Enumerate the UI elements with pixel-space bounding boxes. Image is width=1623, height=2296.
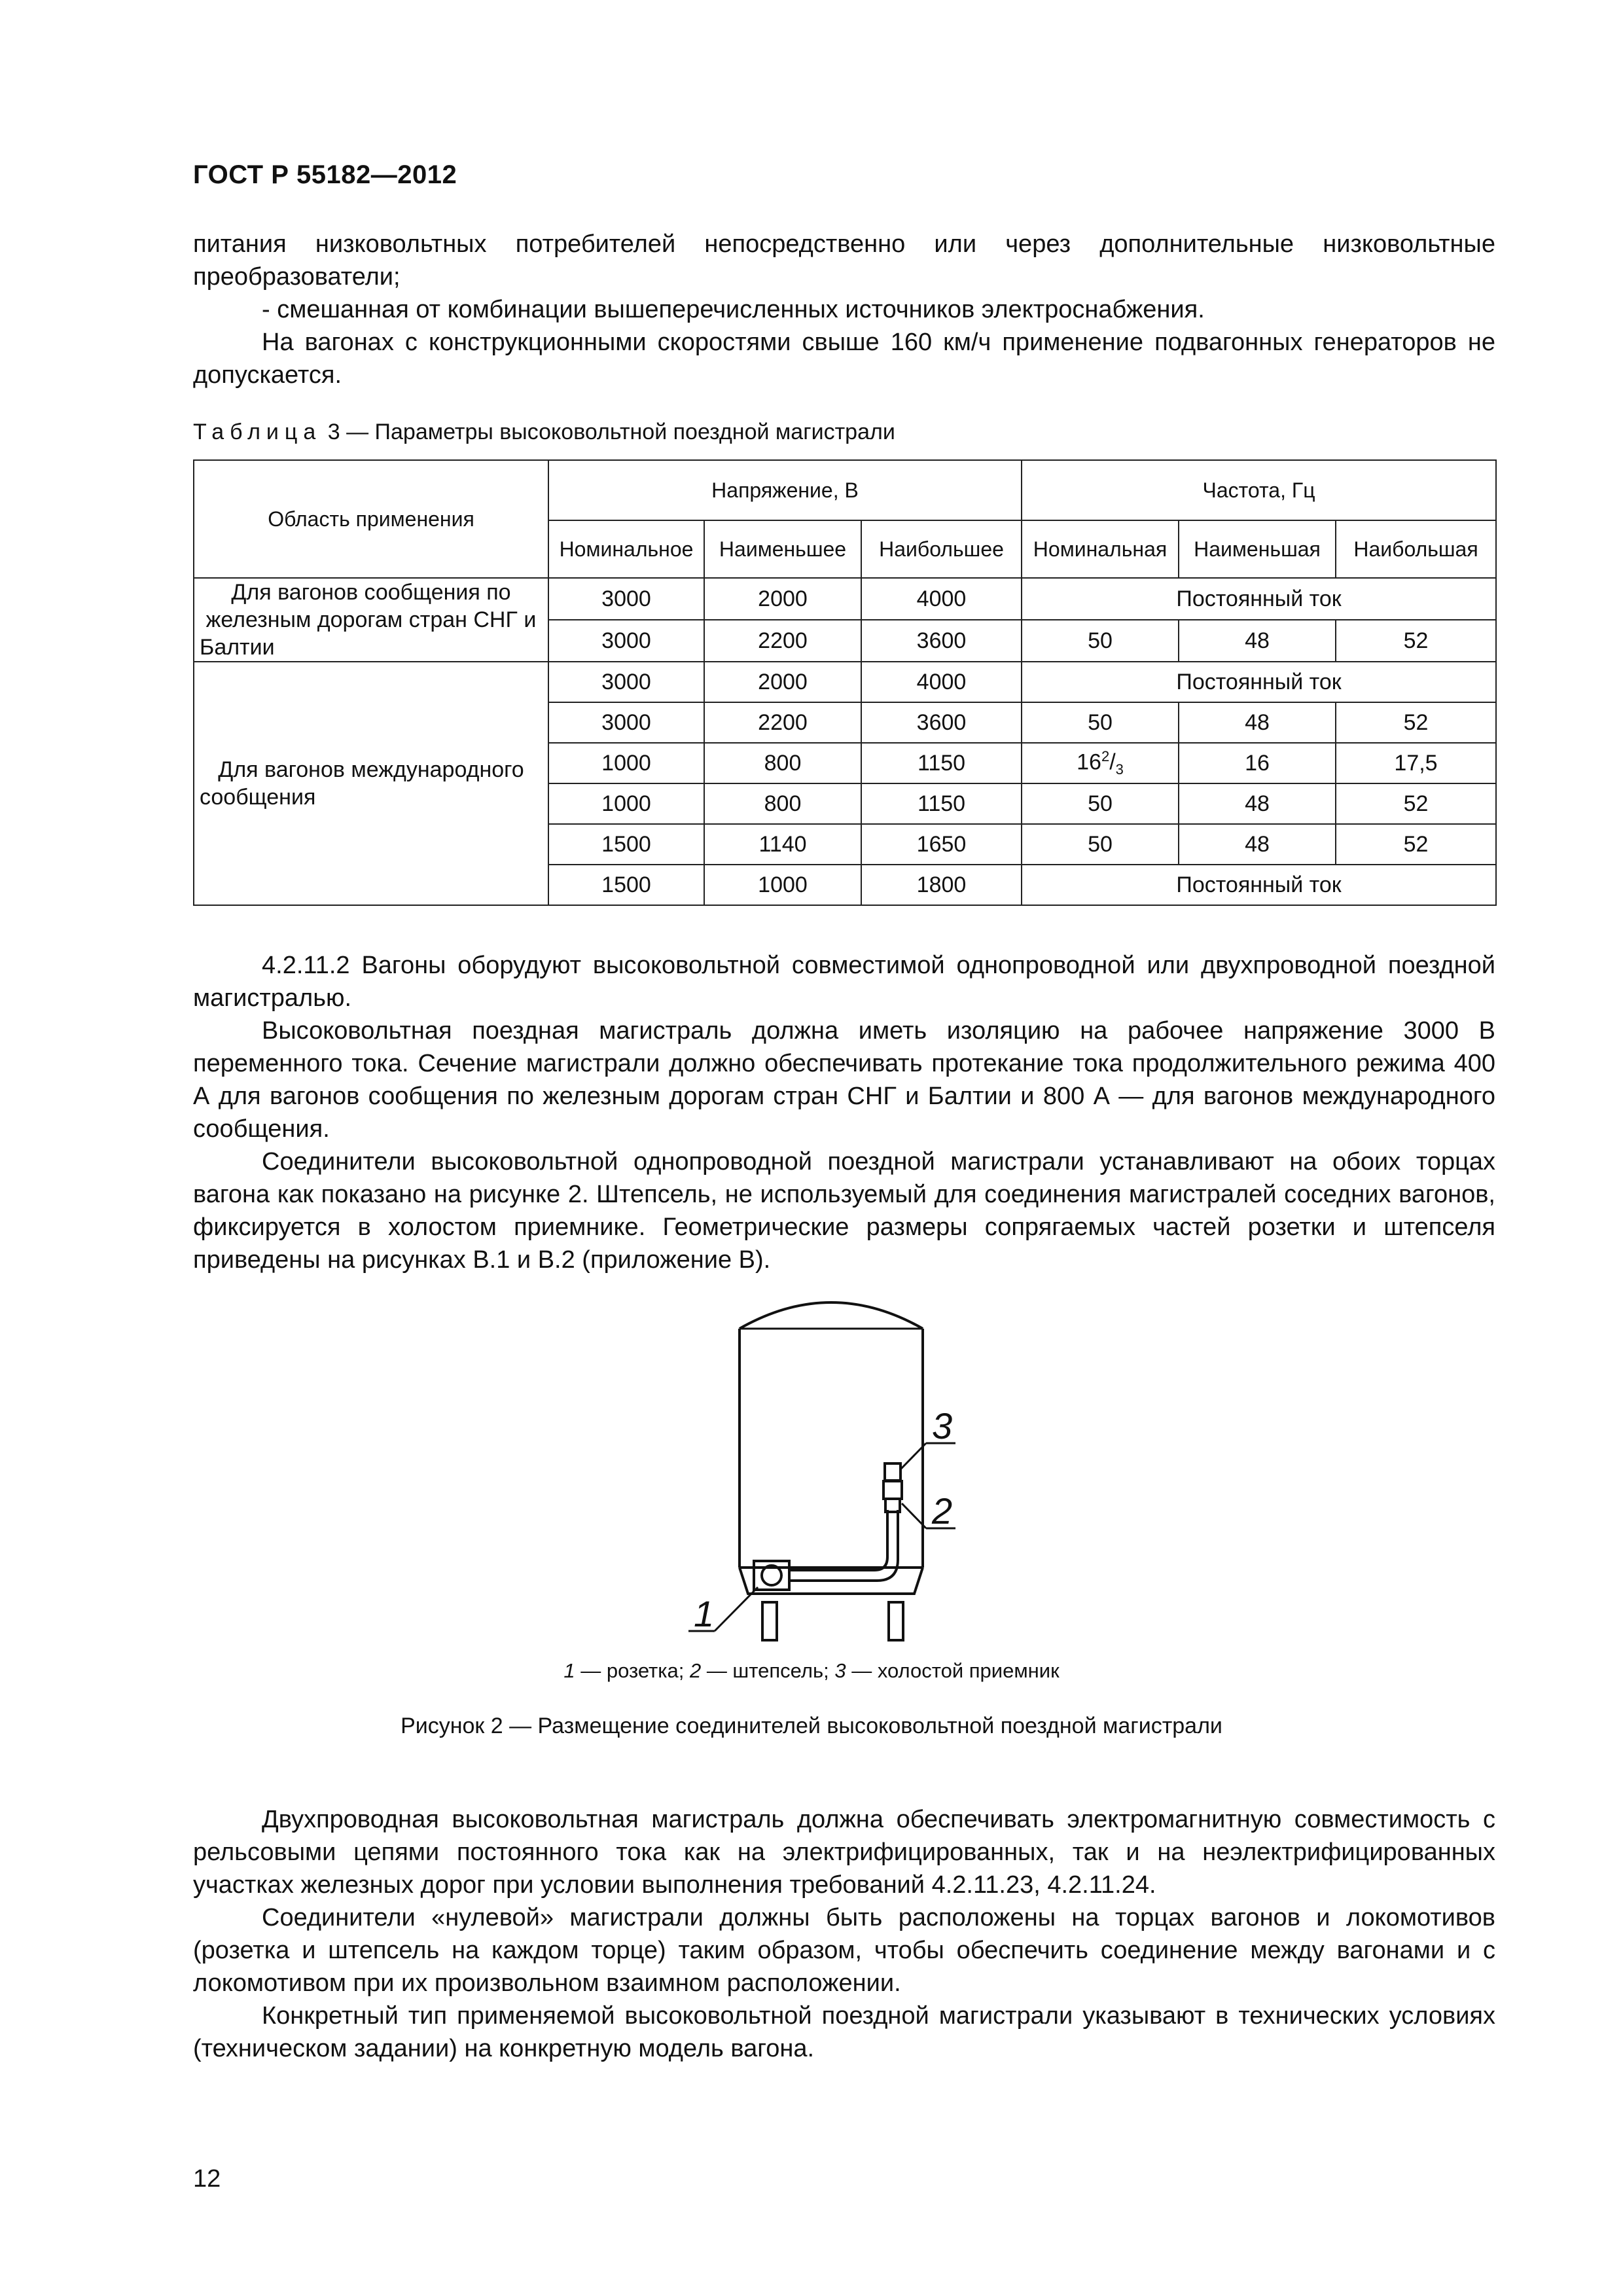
intro-paragraph-2: - смешанная от комбинации вышеперечисленных источников электроснабжения. <box>262 296 1205 323</box>
car-roof <box>740 1302 923 1329</box>
table-cell: 1000 <box>548 743 704 783</box>
closing-text <box>193 1803 1495 2065</box>
closing-paragraph-7: Двухпроводная высоковольтная магистраль должна обеспечивать электромагнитную совместимость с рельсовыми цепями постоянного тока как на электрифицированных, так и на неэлектрифицированных участках железных дорог при условии выполнения требований 4.2.11.23, 4.2.11.24. <box>193 1806 1495 1899</box>
area-cis-baltic: Для вагонов сообщения по железным дорогам стран СНГ и Балтии <box>194 578 548 662</box>
leader-1 <box>715 1587 758 1631</box>
table-cell: 1140 <box>704 824 861 865</box>
parameters-table <box>193 459 1497 906</box>
table-cell: 3000 <box>548 578 704 620</box>
fraction-whole: 16 <box>1077 749 1101 775</box>
label-2: 2 <box>932 1490 953 1532</box>
table-cell: 3600 <box>861 702 1022 743</box>
header-area: Область применения <box>194 460 548 578</box>
area-international: Для вагонов международного сообщения <box>194 662 548 905</box>
intro-paragraph-3: На вагонах с конструкционными скоростями свыше 160 км/ч применение подвагонных генераторов не допускается. <box>193 329 1495 389</box>
table-row <box>194 578 1496 620</box>
table-cell: 1000 <box>548 783 704 824</box>
header-frequency: Частота, Гц <box>1022 460 1496 520</box>
label-1: 1 <box>694 1593 715 1634</box>
table-cell: 2000 <box>704 578 861 620</box>
header-sub: Номинальное <box>548 520 704 578</box>
body-paragraph-6: Соединители высоковольтной однопроводной поездной магистрали устанавливают на обоих торцах вагона как показано на рисунке 2. Штепсель, не используемый для соединения магистралей соседних вагонов, фиксируется в холостом приемнике. Геометрические размеры сопрягаемых частей розетки и штепселя приведены на рисунках В.1 и В.2 (приложение В). <box>193 1148 1495 1274</box>
right-bogie-leg <box>889 1602 903 1640</box>
table-cell: 800 <box>704 743 861 783</box>
table-cell: 16 <box>1179 743 1336 783</box>
table-cell: 1800 <box>861 865 1022 905</box>
fraction-numerator: 2 <box>1101 747 1110 764</box>
table-cell: 1150 <box>861 743 1022 783</box>
table-cell: 50 <box>1022 783 1179 824</box>
header-sub: Наименьшее <box>704 520 861 578</box>
intro-text <box>193 228 1495 391</box>
table-cell: 1650 <box>861 824 1022 865</box>
table-cell: 48 <box>1179 620 1336 662</box>
table-cell: 48 <box>1179 824 1336 865</box>
table-cell: 52 <box>1336 702 1496 743</box>
table-cell: 1500 <box>548 824 704 865</box>
table-cell: 4000 <box>861 662 1022 702</box>
header-voltage: Напряжение, В <box>548 460 1022 520</box>
table-cell: 1150 <box>861 783 1022 824</box>
table-cell: 3000 <box>548 662 704 702</box>
table-cell: 52 <box>1336 783 1496 824</box>
page-number: 12 <box>193 2165 221 2193</box>
figure-title: Рисунок 2 — Размещение соединителей высоковольтной поездной магистрали <box>401 1713 1222 1738</box>
idle-receiver <box>885 1463 901 1480</box>
table-caption <box>193 418 895 446</box>
table-caption-prefix: Таблица <box>193 420 322 444</box>
legend-num: 3 <box>834 1659 846 1682</box>
table-cell-dc: Постоянный ток <box>1022 662 1496 702</box>
table-cell: 50 <box>1022 824 1179 865</box>
table-cell: 3000 <box>548 620 704 662</box>
body-paragraph-4: 4.2.11.2 Вагоны оборудуют высоковольтной совместимой однопроводной или двухпроводной поездной магистралью. <box>193 952 1495 1012</box>
table-cell: 800 <box>704 783 861 824</box>
header-sub: Наибольшее <box>861 520 1022 578</box>
document-code: ГОСТ Р 55182—2012 <box>193 160 457 189</box>
table-cell: 3600 <box>861 620 1022 662</box>
left-bogie-leg <box>762 1602 777 1640</box>
table-cell: 48 <box>1179 702 1336 743</box>
table-cell: 50 <box>1022 620 1179 662</box>
table-cell-dc: Постоянный ток <box>1022 578 1496 620</box>
table-cell: 4000 <box>861 578 1022 620</box>
fraction-denominator: 3 <box>1115 761 1124 778</box>
table-cell: 2200 <box>704 702 861 743</box>
legend-text: — розетка; <box>575 1659 690 1682</box>
figure-2-drawing <box>681 1280 1047 1653</box>
table-caption-text: 3 — Параметры высоковольтной поездной магистрали <box>321 420 895 444</box>
table-cell: 48 <box>1179 783 1336 824</box>
legend-text: — штепсель; <box>701 1659 835 1682</box>
table-cell-dc: Постоянный ток <box>1022 865 1496 905</box>
header-sub: Номинальная <box>1022 520 1179 578</box>
header-sub: Наименьшая <box>1179 520 1336 578</box>
table-cell: 2000 <box>704 662 861 702</box>
table-row <box>194 662 1496 702</box>
figure-legend <box>0 1659 1623 1683</box>
legend-num: 2 <box>689 1659 702 1682</box>
cable-outer <box>789 1510 887 1570</box>
table-cell-fraction: $16^2/_3$ <box>1022 743 1179 783</box>
body-paragraph-5: Высоковольтная поездная магистраль должна иметь изоляцию на рабочее напряжение 3000 В переменного тока. Сечение магистрали должно обеспечивать протекание тока продолжительного режима 400 А для вагонов сообщения по железным дорогам стран СНГ и Балтии и 800 А — для вагонов международного сообщения. <box>193 1017 1495 1143</box>
table-cell: 17,5 <box>1336 743 1496 783</box>
legend-text: — холостой приемник <box>846 1659 1060 1682</box>
closing-paragraph-8: Соединители «нулевой» магистрали должны быть расположены на торцах вагонов и локомотивов (розетка и штепсель на каждом торце) таким образом, чтобы обеспечить соединение между вагонами и с локомотивом при их произвольном взаимном расположении. <box>193 1904 1495 1997</box>
table-cell: 1000 <box>704 865 861 905</box>
closing-paragraph-9: Конкретный тип применяемой высоковольтной поездной магистрали указывают в технических условиях (техническом задании) на конкретную модель вагона. <box>193 2002 1495 2062</box>
table-cell: 2200 <box>704 620 861 662</box>
table-cell: 3000 <box>548 702 704 743</box>
table-cell: 52 <box>1336 824 1496 865</box>
plug-body <box>883 1481 902 1499</box>
table-cell: 52 <box>1336 620 1496 662</box>
table-cell: 1500 <box>548 865 704 905</box>
label-3: 3 <box>932 1405 953 1446</box>
legend-num: 1 <box>563 1659 575 1682</box>
body-text <box>193 949 1495 1276</box>
table-cell: 50 <box>1022 702 1179 743</box>
header-sub: Наибольшая <box>1336 520 1496 578</box>
intro-paragraph-1: питания низковольтных потребителей непосредственно или через дополнительные низковольтные преобразователи; <box>193 230 1495 291</box>
